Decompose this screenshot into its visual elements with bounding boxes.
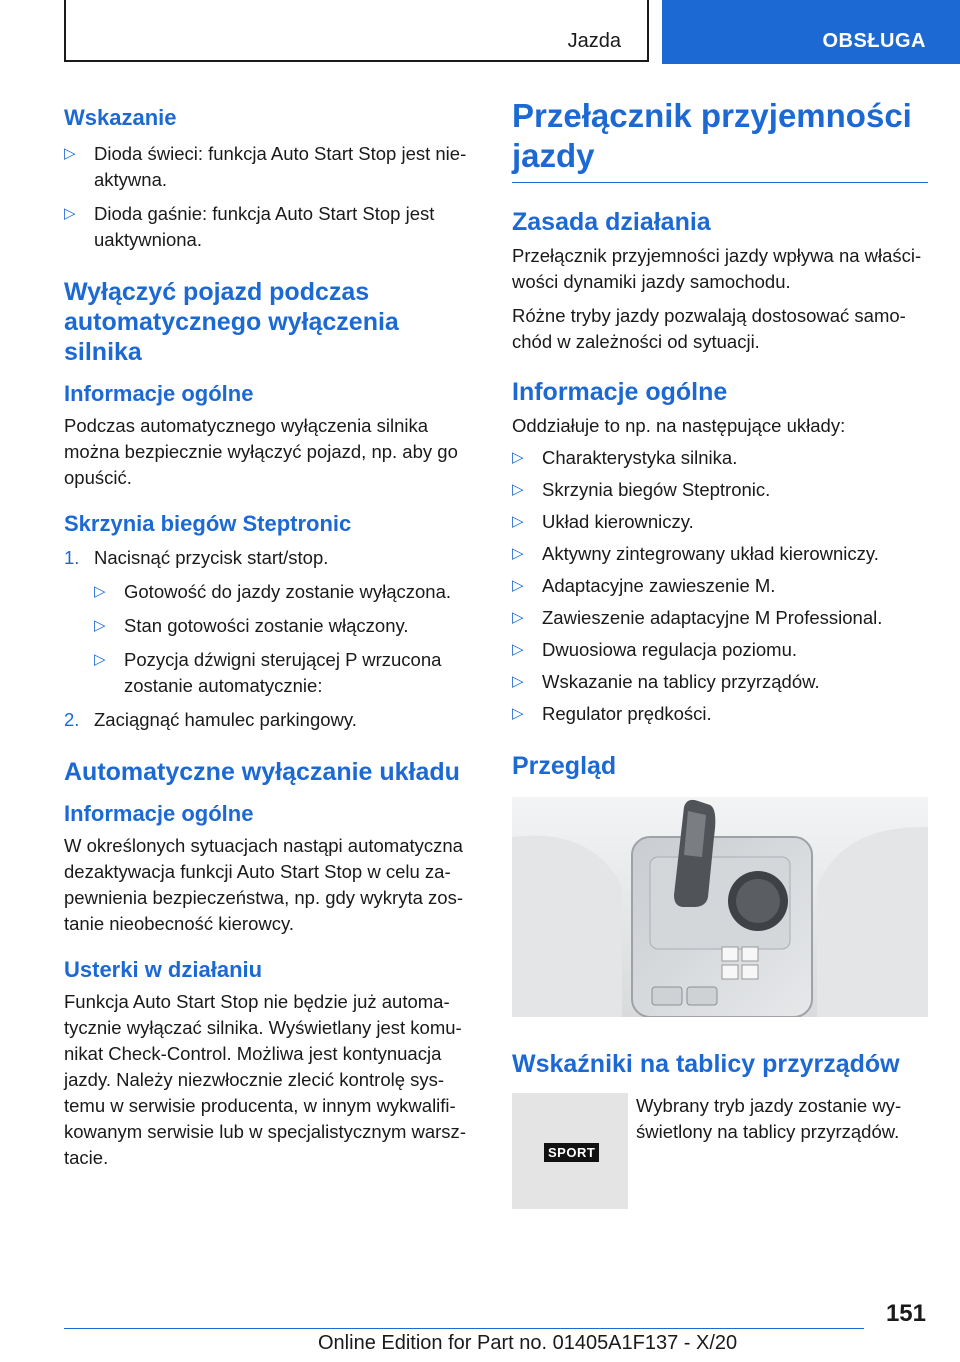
wskazanie-list [64,141,478,253]
list-item: ▷ Adaptacyjne zawieszenie M. [512,573,928,599]
paragraph: Funkcja Auto Start Stop nie będzie już automatycznie wyłączać silnika. Wyświetlany jest komunikat Check-Control. Możliwa jest kontynuacja jazdy. Należy niezwłocznie zlecić kontrolę systemu w serwisie producenta, w innym wykwalifikowanym serwisie lub w specjalistycznym warsztacie. [64,991,466,1168]
triangle-right-outline-icon: ▷ [512,481,524,498]
heading-przeglad: Przegląd [512,752,617,780]
paragraph: Wybrany tryb jazdy zostanie wyświetlony na tablicy przyrządów. [636,1095,902,1142]
heading-wylaczyc: Wyłączyć pojazd podczas automatycznego wyłączenia silnika [64,278,399,366]
step-item: 1. Nacisnąć przycisk start/stop. ▷ Gotowość do jazdy zostanie wyłączona. ▷ Stan gotowości zostanie włączony. ▷ Pozycja dźwigni sterującej P wrzucona zostanie automatycznie: [64,545,478,699]
steps-list [64,545,478,733]
paragraph: W określonych sytuacjach nastąpi automatyczna dezaktywacja funkcji Auto Start Stop w celu zapewnienia bezpieczeństwa, np. gdy wykryta zostanie nieobecność kierowcy. [64,835,463,934]
triangle-right-outline-icon: ▷ [512,513,524,530]
list-item: ▷ Skrzynia biegów Steptronic. [512,477,928,503]
sport-display-image [512,1093,628,1209]
list-item: ▷ Regulator prędkości. [512,701,928,727]
header-section: Jazda [567,30,621,52]
heading-wskazniki: Wskaźniki na tablicy przyrządów [512,1050,900,1078]
footer-divider [64,1328,864,1329]
sport-indicator-block [512,1093,928,1209]
list-item: ▷ Pozycja dźwigni sterującej P wrzucona zostanie automatycznie: [94,649,442,696]
triangle-right-outline-icon: ▷ [512,641,524,658]
header-tab-label: OBSŁUGA [822,30,926,52]
page-number: 151 [885,1300,926,1327]
triangle-right-outline-icon: ▷ [512,545,524,562]
sub-list [94,579,478,699]
header-tab [662,0,960,64]
footer-edition: Online Edition for Part no. 01405A1F137 - X/20 [318,1332,738,1354]
systems-list [512,445,928,727]
triangle-right-outline-icon: ▷ [94,617,106,634]
triangle-right-outline-icon: ▷ [512,577,524,594]
triangle-right-outline-icon: ▷ [94,651,106,668]
paragraph: Przełącznik przyjemności jazdy wpływa na właściwości dynamiki jazdy samochodu. [512,245,922,292]
list-item: ▷ Układ kierowniczy. [512,509,928,535]
paragraph: Oddziałuje to np. na następujące układy: [512,415,846,436]
list-item: ▷ Gotowość do jazdy zostanie wyłączona. [94,579,478,605]
heading-informacje-ogolne-2: Informacje ogólne [64,801,254,826]
heading-informacje-ogolne-1: Informacje ogólne [64,381,254,406]
list-item: ▷ Dioda świeci: funkcja Auto Start Stop jest nieaktywna. [64,143,467,190]
triangle-right-outline-icon: ▷ [512,449,524,466]
left-column [64,96,478,1171]
triangle-right-outline-icon: ▷ [512,673,524,690]
triangle-right-outline-icon: ▷ [94,583,106,600]
triangle-right-outline-icon: ▷ [512,705,524,722]
header-frame [64,0,649,62]
heading-informacje: Informacje ogólne [512,378,728,406]
heading-zasada: Zasada działania [512,208,711,236]
page-title: Przełącznik przyjemności jazdy [512,96,928,183]
right-column [512,96,928,1209]
paragraph: Różne tryby jazdy pozwalają dostosować samochód w zależności od sytuacji. [512,305,906,352]
list-item: ▷ Dioda gaśnie: funkcja Auto Start Stop jest uaktywniona. [64,203,435,250]
list-item: ▷ Dwuosiowa regulacja poziomu. [512,637,928,663]
sport-badge: SPORT [544,1143,599,1162]
heading-usterki: Usterki w działaniu [64,957,263,982]
step-item: 2. Zaciągnąć hamulec parkingowy. [64,709,357,730]
list-item: ▷ Wskazanie na tablicy przyrządów. [512,669,928,695]
list-item: ▷ Zawieszenie adaptacyjne M Professional. [512,605,928,631]
center-console-photo [512,797,928,1017]
list-item: ▷ Charakterystyka silnika. [512,445,928,471]
center-console-illustration [512,797,928,1017]
heading-automatyczne: Automatyczne wyłączanie układu [64,758,460,786]
list-item: ▷ Stan gotowości zostanie włączony. [94,613,478,639]
heading-wskazanie: Wskazanie [64,105,177,130]
triangle-right-outline-icon: ▷ [64,205,76,222]
paragraph: Podczas automatycznego wyłączenia silnika można bezpiecznie wyłączyć pojazd, np. aby go opuścić. [64,415,458,488]
heading-skrzynia: Skrzynia biegów Steptronic [64,511,352,536]
list-item: ▷ Aktywny zintegrowany układ kierowniczy. [512,541,928,567]
triangle-right-outline-icon: ▷ [512,609,524,626]
triangle-right-outline-icon: ▷ [64,145,76,162]
